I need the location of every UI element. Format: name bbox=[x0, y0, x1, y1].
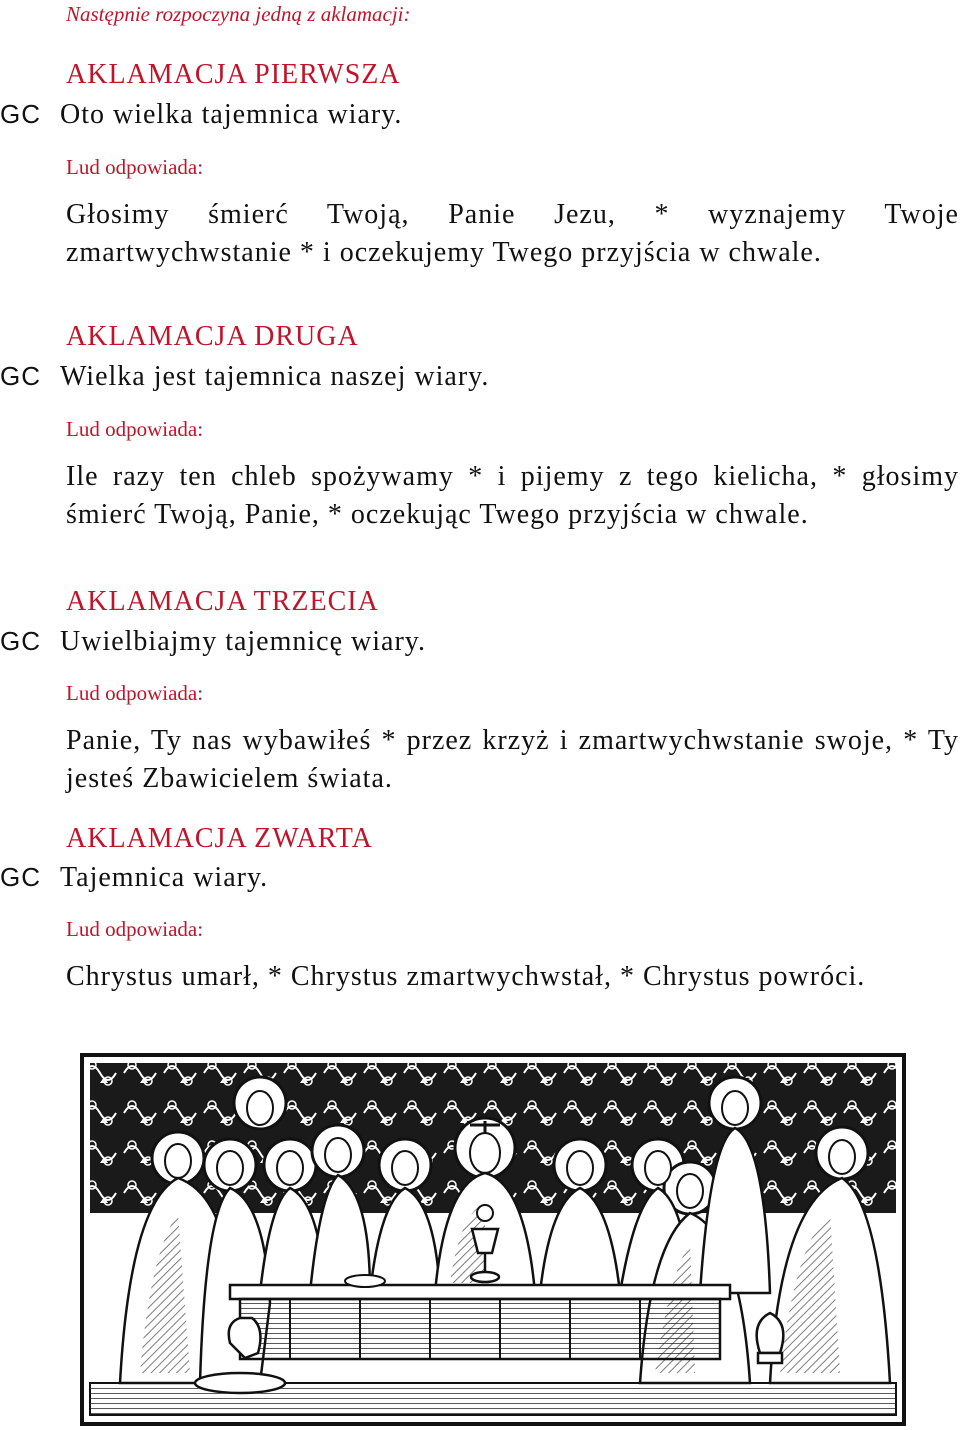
acclamation-1-heading: AKLAMACJA PIERWSZA bbox=[66, 59, 401, 90]
last-supper-illustration bbox=[80, 1053, 906, 1426]
acclamation-4-priest-line bbox=[0, 860, 268, 895]
acclamation-1-response: Głosimy śmierć Twoją, Panie Jezu, * wyznajemy Twoje zmartwychwstanie * i oczekujemy Twego przyjścia w chwale. bbox=[66, 199, 959, 268]
acclamation-1-priest-line bbox=[0, 97, 402, 132]
acclamation-4-heading: AKLAMACJA ZWARTA bbox=[66, 823, 373, 854]
acclamation-4-lud-label: Lud odpowiada: bbox=[66, 917, 204, 941]
acclamation-4-response: Chrystus umarł, * Chrystus zmartwychwstał, * Chrystus powróci. bbox=[66, 961, 866, 992]
acclamation-2-lud-label: Lud odpowiada: bbox=[66, 417, 204, 441]
gc-label: GC bbox=[0, 626, 41, 656]
priest-text: Tajemnica wiary. bbox=[60, 862, 269, 893]
priest-text: Oto wielka tajemnica wiary. bbox=[60, 99, 403, 130]
acclamation-3-priest-line bbox=[0, 624, 426, 659]
gc-label: GC bbox=[0, 99, 41, 129]
acclamation-3-heading: AKLAMACJA TRZECIA bbox=[66, 586, 379, 617]
acclamation-2-heading: AKLAMACJA DRUGA bbox=[66, 321, 359, 352]
gc-label: GC bbox=[0, 862, 41, 892]
acclamation-2-priest-line bbox=[0, 359, 489, 394]
intro-rubric: Następnie rozpoczyna jedną z aklamacji: bbox=[66, 2, 411, 26]
acclamation-3-response: Panie, Ty nas wybawiłeś * przez krzyż i zmartwychwstanie swoje, * Ty jesteś Zbawicielem świata. bbox=[66, 725, 959, 794]
acclamation-1-lud-label: Lud odpowiada: bbox=[66, 155, 204, 179]
priest-text: Wielka jest tajemnica naszej wiary. bbox=[60, 361, 490, 392]
acclamation-3-lud-label: Lud odpowiada: bbox=[66, 681, 204, 705]
priest-text: Uwielbiajmy tajemnicę wiary. bbox=[60, 626, 426, 657]
gc-label: GC bbox=[0, 361, 41, 391]
acclamation-2-response: Ile razy ten chleb spożywamy * i pijemy z tego kielicha, * głosimy śmierć Twoją, Panie, * oczekując Twego przyjścia w chwale. bbox=[66, 461, 959, 530]
